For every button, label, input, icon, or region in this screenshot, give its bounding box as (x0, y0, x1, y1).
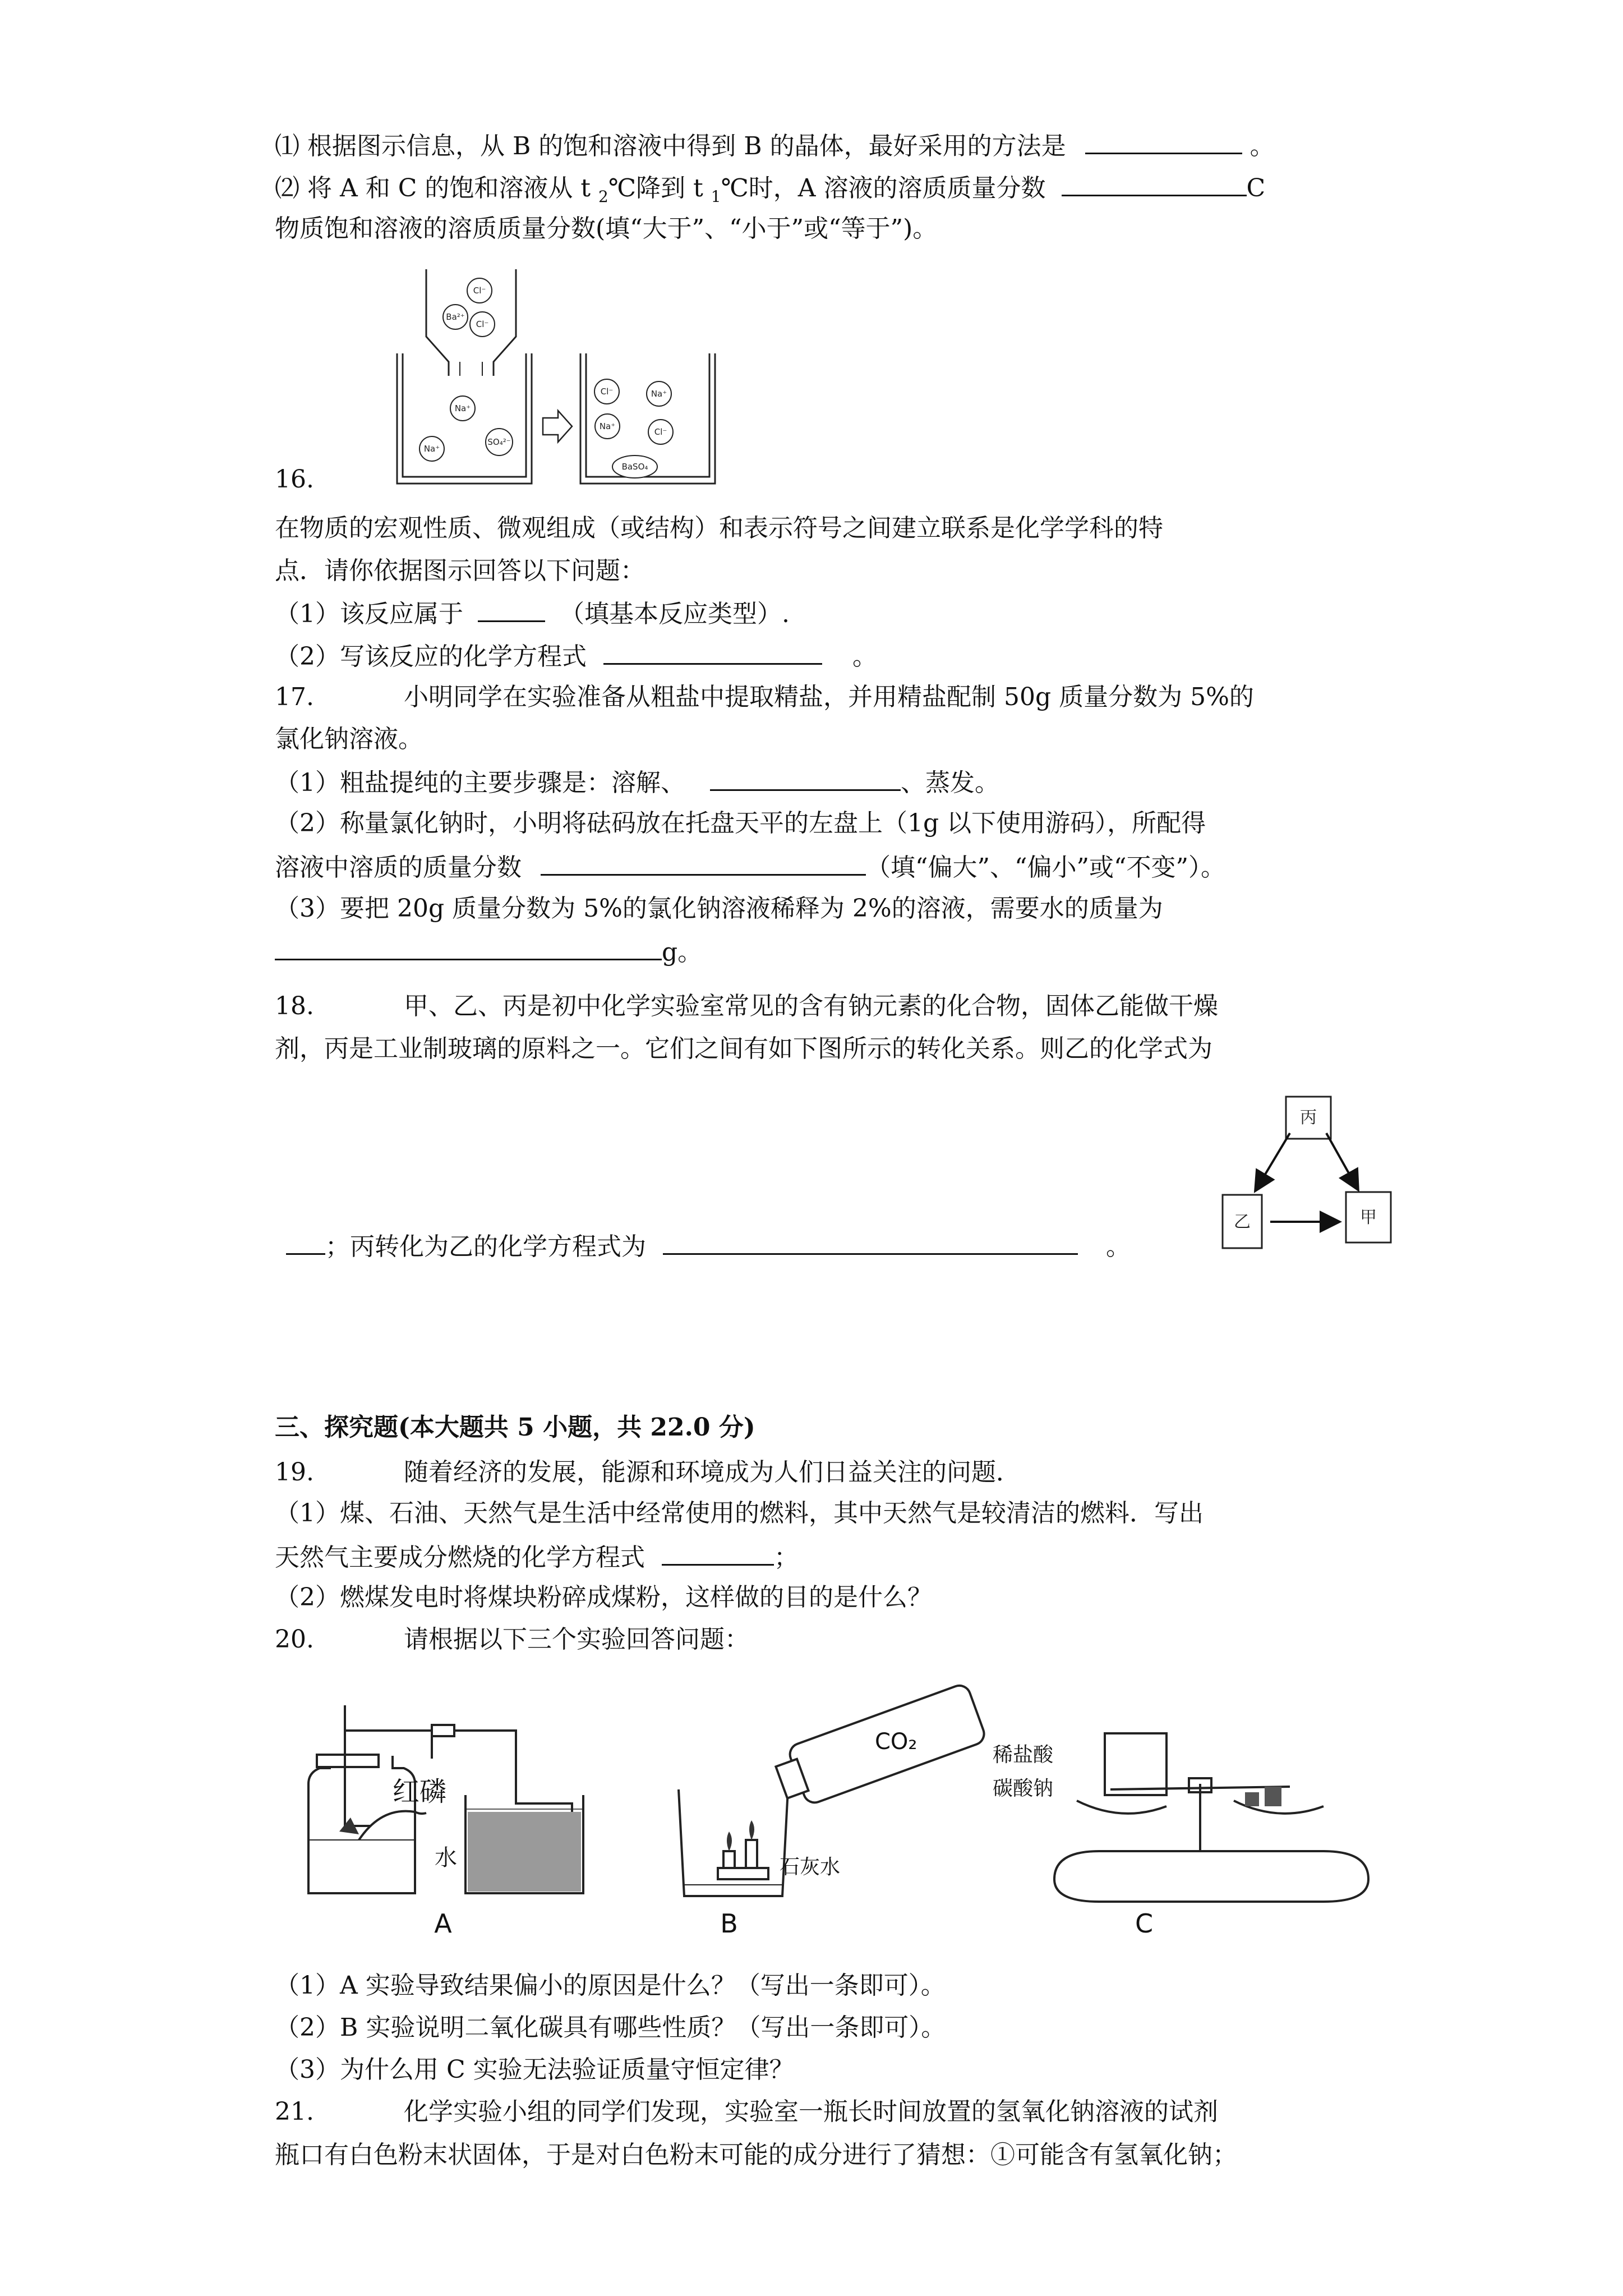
q21-line1: 化学实验小组的同学们发现，实验室一瓶长时间放置的氢氧化钠溶液的试剂 (404, 2097, 1218, 2126)
q20-part1: （1）A 实验导致结果偏小的原因是什么？（写出一条即可）。 (275, 1971, 946, 2000)
q16-ion-reaction-figure (393, 264, 729, 488)
right-ion-2: Na⁺ (651, 389, 667, 399)
q18-answer-blank-1[interactable] (286, 1228, 325, 1255)
right-ion-4: Cl⁻ (654, 427, 667, 437)
funnel-ion-2: Ba²⁺ (446, 312, 465, 322)
section3-title: 三、探究题(本大题共 5 小题，共 22.0 分) (275, 1413, 755, 1442)
node-yi: 乙 (1234, 1212, 1251, 1232)
q17-number: 17. (275, 683, 314, 711)
label-water: 水 (435, 1845, 457, 1871)
label-experiment-a: A (434, 1908, 452, 1939)
q17-part2-line2: 溶液中溶质的质量分数 （填“偏大”、“偏小”或“不变”）。 (275, 849, 1225, 885)
label-experiment-b: B (720, 1908, 738, 1939)
q19-part1-line2: 天然气主要成分燃烧的化学方程式 ； (275, 1539, 799, 1575)
left-ion-2: Na⁺ (423, 444, 440, 454)
q15-part2: ⑵ 将 A 和 C 的饱和溶液从 t $_2$℃降到 t $_1$℃时，A 溶液的溶质质量分数 C (275, 170, 1265, 214)
label-experiment-c: C (1135, 1908, 1154, 1939)
q19-answer-blank-1[interactable] (662, 1539, 774, 1566)
label-limewater: 石灰水 (780, 1856, 841, 1879)
label-co2: CO₂ (875, 1729, 917, 1755)
label-dilute-hcl: 稀盐酸 (993, 1743, 1054, 1766)
q15-answer-blank-1[interactable] (1085, 128, 1242, 154)
q21-number: 21. (275, 2097, 314, 2126)
label-red-phosphorus: 红磷 (393, 1776, 447, 1807)
q15-part2-line2: 物质饱和溶液的溶质质量分数(填“大于”、“小于”或“等于”)。 (275, 214, 938, 243)
q18-question-line: ；丙转化为乙的化学方程式为 。 (286, 1228, 1131, 1264)
funnel-ion-1: Cl⁻ (473, 286, 486, 296)
q17-answer-blank-3[interactable] (275, 934, 662, 960)
q20-intro: 请根据以下三个实验回答问题： (404, 1625, 749, 1654)
q19-number: 19. (275, 1458, 314, 1487)
q19-part1-line1: （1）煤、石油、天然气是生活中经常使用的燃料，其中天然气是较清洁的燃料．写出 (275, 1499, 1204, 1527)
q15-answer-blank-2[interactable] (1062, 170, 1247, 196)
q17-intro-line2: 氯化钠溶液。 (275, 725, 423, 753)
q19-part2: （2）燃煤发电时将煤块粉碎成煤粉，这样做的目的是什么？ (275, 1583, 932, 1612)
q18-number: 18. (275, 992, 314, 1020)
q16-number: 16. (275, 465, 314, 494)
q17-part1: （1）粗盐提纯的主要步骤是：溶解、 、蒸发。 (275, 765, 999, 800)
q18-intro-line2: 剂，丙是工业制玻璃的原料之一。它们之间有如下图所示的转化关系。则乙的化学式为 (275, 1034, 1212, 1063)
q18-answer-blank-2[interactable] (663, 1228, 1078, 1255)
q16-answer-blank-1[interactable] (478, 596, 545, 622)
label-sodium-carbonate: 碳酸钠 (993, 1777, 1054, 1800)
q16-part1: （1）该反应属于 （填基本反应类型）. (275, 596, 790, 631)
node-bing: 丙 (1300, 1108, 1317, 1128)
q21-line2: 瓶口有白色粉末状固体，于是对白色粉末可能的成分进行了猜想：①可能含有氢氧化钠； (275, 2141, 1237, 2169)
q17-part3-line1: （3）要把 20g 质量分数为 5%的氯化钠溶液稀释为 2%的溶液，需要水的质量为 (275, 894, 1163, 923)
q17-part2-line1: （2）称量氯化钠时，小明将砝码放在托盘天平的左盘上（1g 以下使用游码），所配得 (275, 809, 1206, 838)
right-ion-1: Cl⁻ (600, 386, 614, 397)
left-ion-3: SO₄²⁻ (487, 437, 511, 447)
q16-intro-line1: 在物质的宏观性质、微观组成（或结构）和表示符号之间建立联系是化学学科的特 (275, 514, 1163, 542)
q15-part1: ⑴ 根据图示信息，从 B 的饱和溶液中得到 B 的晶体，最好采用的方法是 。 (275, 128, 1275, 163)
q20-part2: （2）B 实验说明二氧化碳具有哪些性质？（写出一条即可）。 (275, 2013, 946, 2042)
q16-part2: （2）写该反应的化学方程式 。 (275, 638, 877, 674)
q19-intro: 随着经济的发展，能源和环境成为人们日益关注的问题． (404, 1458, 1021, 1487)
q16-answer-blank-2[interactable] (603, 638, 822, 665)
q17-answer-blank-1[interactable] (710, 765, 901, 791)
q20-experiments-figure (280, 1672, 1402, 1952)
right-precipitate: BaSO₄ (621, 462, 648, 472)
node-jia: 甲 (1360, 1208, 1377, 1227)
q17-intro-line1: 小明同学在实验准备从粗盐中提取精盐，并用精盐配制 50g 质量分数为 5%的 (404, 683, 1254, 711)
left-ion-1: Na⁺ (454, 403, 471, 413)
q18-conversion-diagram (1214, 1094, 1399, 1257)
right-ion-3: Na⁺ (599, 421, 616, 431)
q17-part3-line2: g。 (275, 934, 702, 969)
q18-intro-line1: 甲、乙、丙是初中化学实验室常见的含有钠元素的化合物，固体乙能做干燥 (404, 992, 1218, 1020)
q20-part3: （3）为什么用 C 实验无法验证质量守恒定律？ (275, 2055, 794, 2084)
q16-intro-line2: 点．请你依据图示回答以下问题： (275, 556, 645, 585)
q17-answer-blank-2[interactable] (541, 849, 866, 876)
funnel-ion-3: Cl⁻ (476, 319, 489, 329)
q20-number: 20. (275, 1625, 314, 1654)
